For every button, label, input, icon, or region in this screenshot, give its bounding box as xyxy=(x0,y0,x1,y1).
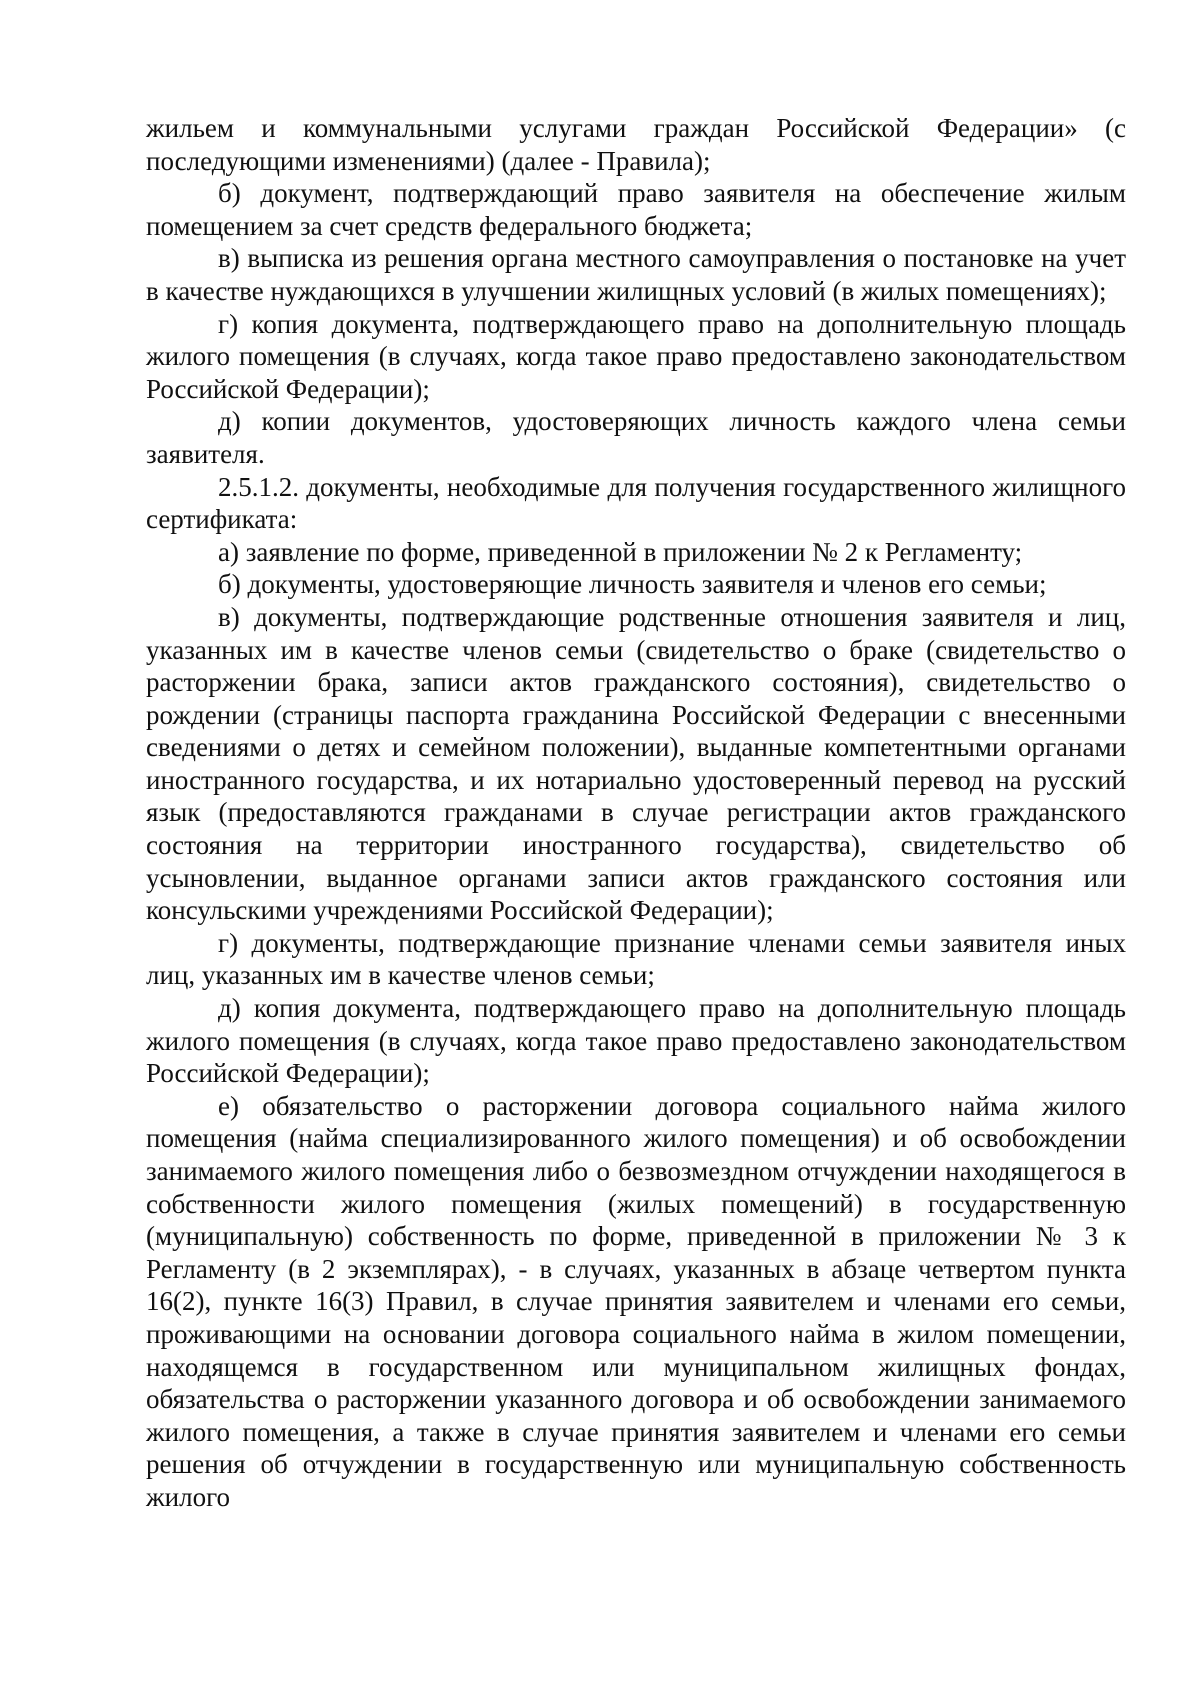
paragraph-section-2-5-1-2: 2.5.1.2. документы, необходимые для получения государственного жилищного сертификата: xyxy=(146,471,1126,535)
paragraph-item-v-2: в) документы, подтверждающие родственные отношения заявителя и лиц, указанных им в качестве членов семьи (свидетельство о браке (свидетельство о расторжении брака, записи актов гражданского состояния), свидетельство о рождении (страницы паспорта гражданина Российской Федерации с внесенными сведениями о детях и семейном положении), выданные компетентными органами иностранного государства, и их нотариально удостоверенный перевод на русский язык (предоставляются гражданами в случае регистрации актов гражданского состояния на территории иностранного государства), свидетельство об усыновлении, выданное органами записи актов гражданского состояния или консульскими учреждениями Российской Федерации); xyxy=(146,601,1126,926)
paragraph-item-a: а) заявление по форме, приведенной в приложении № 2 к Регламенту; xyxy=(218,536,1023,567)
paragraph-item-e: е) обязательство о расторжении договора социального найма жилого помещения (найма специализированного жилого помещения) и об освобождении занимаемого жилого помещения либо о безвозмездном отчуждении находящегося в собственности жилого помещения (жилых помещений) в государственную (муниципальную) собственность по форме, приведенной в приложении № 3 к Регламенту (в 2 экземплярах), - в случаях, указанных в абзаце четвертом пункта 16(2), пункте 16(3) Правил, в случае принятия заявителем и членами его семьи, проживающими на основании договора социального найма в жилом помещении, находящемся в государственном или муниципальном жилищных фондах, обязательства о расторжении указанного договора и об освобождении занимаемого жилого помещения, а также в случае принятия заявителем и членами его семьи решения об отчуждении в государственную или муниципальную собственность жилого xyxy=(146,1090,1126,1512)
paragraph-item-b-2: б) документы, удостоверяющие личность заявителя и членов его семьи; xyxy=(218,569,1047,600)
paragraph-item-g-2: г) документы, подтверждающие признание членами семьи заявителя иных лиц, указанных им в качестве членов семьи; xyxy=(146,927,1126,991)
paragraph-continuation: жильем и коммунальными услугами граждан Российской Федерации» (с последующими изменениями) (далее - Правила); xyxy=(146,113,1126,176)
paragraph-item-g: г) копия документа, подтверждающего право на дополнительную площадь жилого помещения (в случаях, когда такое право предоставлено законодательством Российской Федерации); xyxy=(146,308,1126,404)
paragraph-item-d: д) копии документов, удостоверяющих личность каждого члена семьи заявителя. xyxy=(146,406,1126,469)
paragraph-item-v: в) выписка из решения органа местного самоуправления о постановке на учет в качестве нуждающихся в улучшении жилищных условий (в жилых помещениях); xyxy=(146,243,1126,306)
paragraph-item-b: б) документ, подтверждающий право заявителя на обеспечение жилым помещением за счет средств федерального бюджета; xyxy=(146,178,1126,241)
document-page xyxy=(146,112,1126,1514)
paragraph-item-d-2: д) копия документа, подтверждающего право на дополнительную площадь жилого помещения (в случаях, когда такое право предоставлено законодательством Российской Федерации); xyxy=(146,993,1126,1089)
